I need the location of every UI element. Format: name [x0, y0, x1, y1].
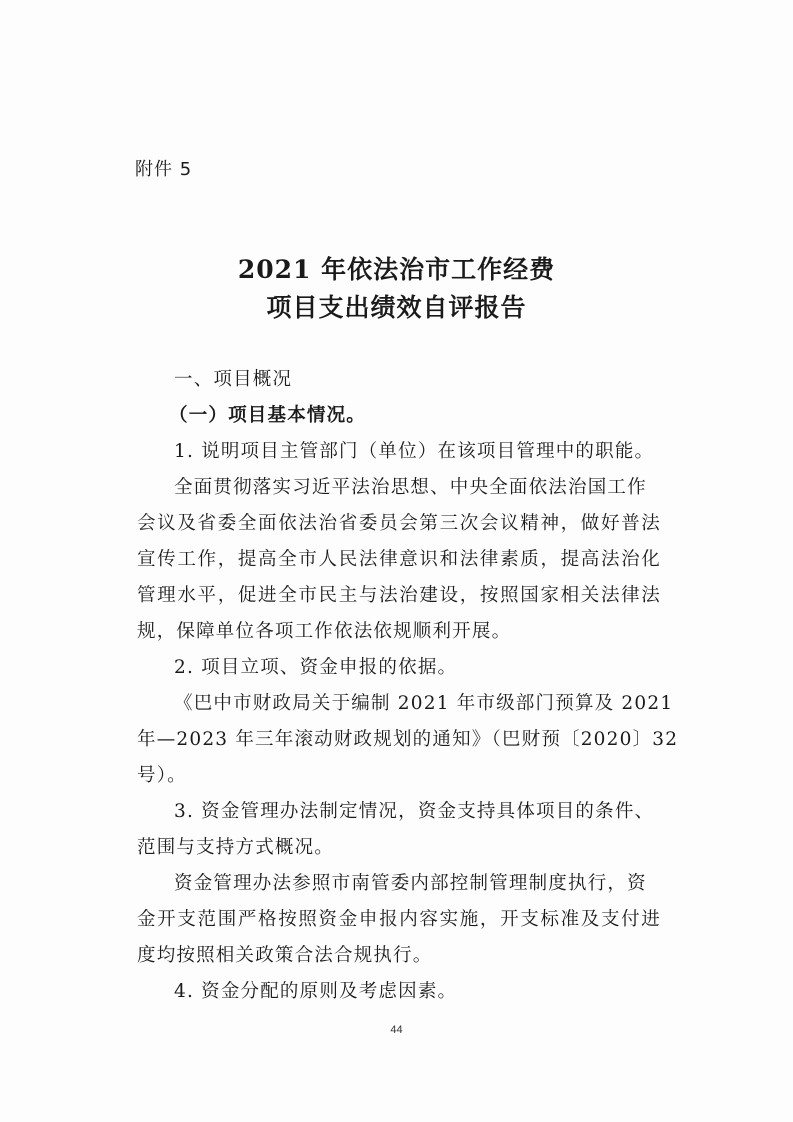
- item-3-heading-cont: 范围与支持方式概况。: [137, 837, 335, 858]
- item-4-heading: 4. 资金分配的原则及考虑因素。: [174, 981, 458, 1002]
- paragraph-line: 会议及省委全面依法治省委员会第三次会议精神，做好普法: [137, 513, 661, 534]
- report-title-line-1: 2021 年依法治市工作经费: [237, 255, 556, 284]
- report-title-line-2: 项目支出绩效自评报告: [266, 293, 527, 322]
- item-2-heading: 2. 项目立项、资金申报的依据。: [174, 657, 458, 678]
- paragraph-line: 《巴中市财政局关于编制 2021 年市级部门预算及 2021: [174, 693, 674, 714]
- subsection-heading: （一）项目基本情况。: [169, 405, 367, 426]
- item-3-heading: 3. 资金管理办法制定情况，资金支持具体项目的条件、: [174, 801, 655, 822]
- paragraph-line: 规，保障单位各项工作依法依规顺利开展。: [137, 621, 512, 642]
- paragraph-line: 资金管理办法参照市南管委内部控制管理制度执行，资: [174, 873, 647, 894]
- paragraph-line: 号）。: [137, 765, 187, 786]
- attachment-label: 附件 5: [135, 159, 193, 180]
- paragraph-line: 金开支范围严格按照资金申报内容实施，开支标准及支付进: [137, 909, 661, 930]
- paragraph-line: 全面贯彻落实习近平法治思想、中央全面依法治国工作: [174, 477, 647, 498]
- section-heading: 一、项目概况: [174, 369, 293, 390]
- paragraph-line: 度均按照相关政策合法合规执行。: [137, 945, 433, 966]
- paragraph-line: 年—2023 年三年滚动财政规划的通知》（巴财预〔2020〕32: [137, 729, 679, 750]
- page-number: 44: [390, 1024, 403, 1036]
- paragraph-line: 管理水平，促进全市民主与法治建设，按照国家相关法律法: [137, 585, 661, 606]
- paragraph-line: 宣传工作，提高全市人民法律意识和法律素质，提高法治化: [137, 549, 661, 570]
- item-1-heading: 1. 说明项目主管部门（单位）在该项目管理中的职能。: [174, 441, 655, 462]
